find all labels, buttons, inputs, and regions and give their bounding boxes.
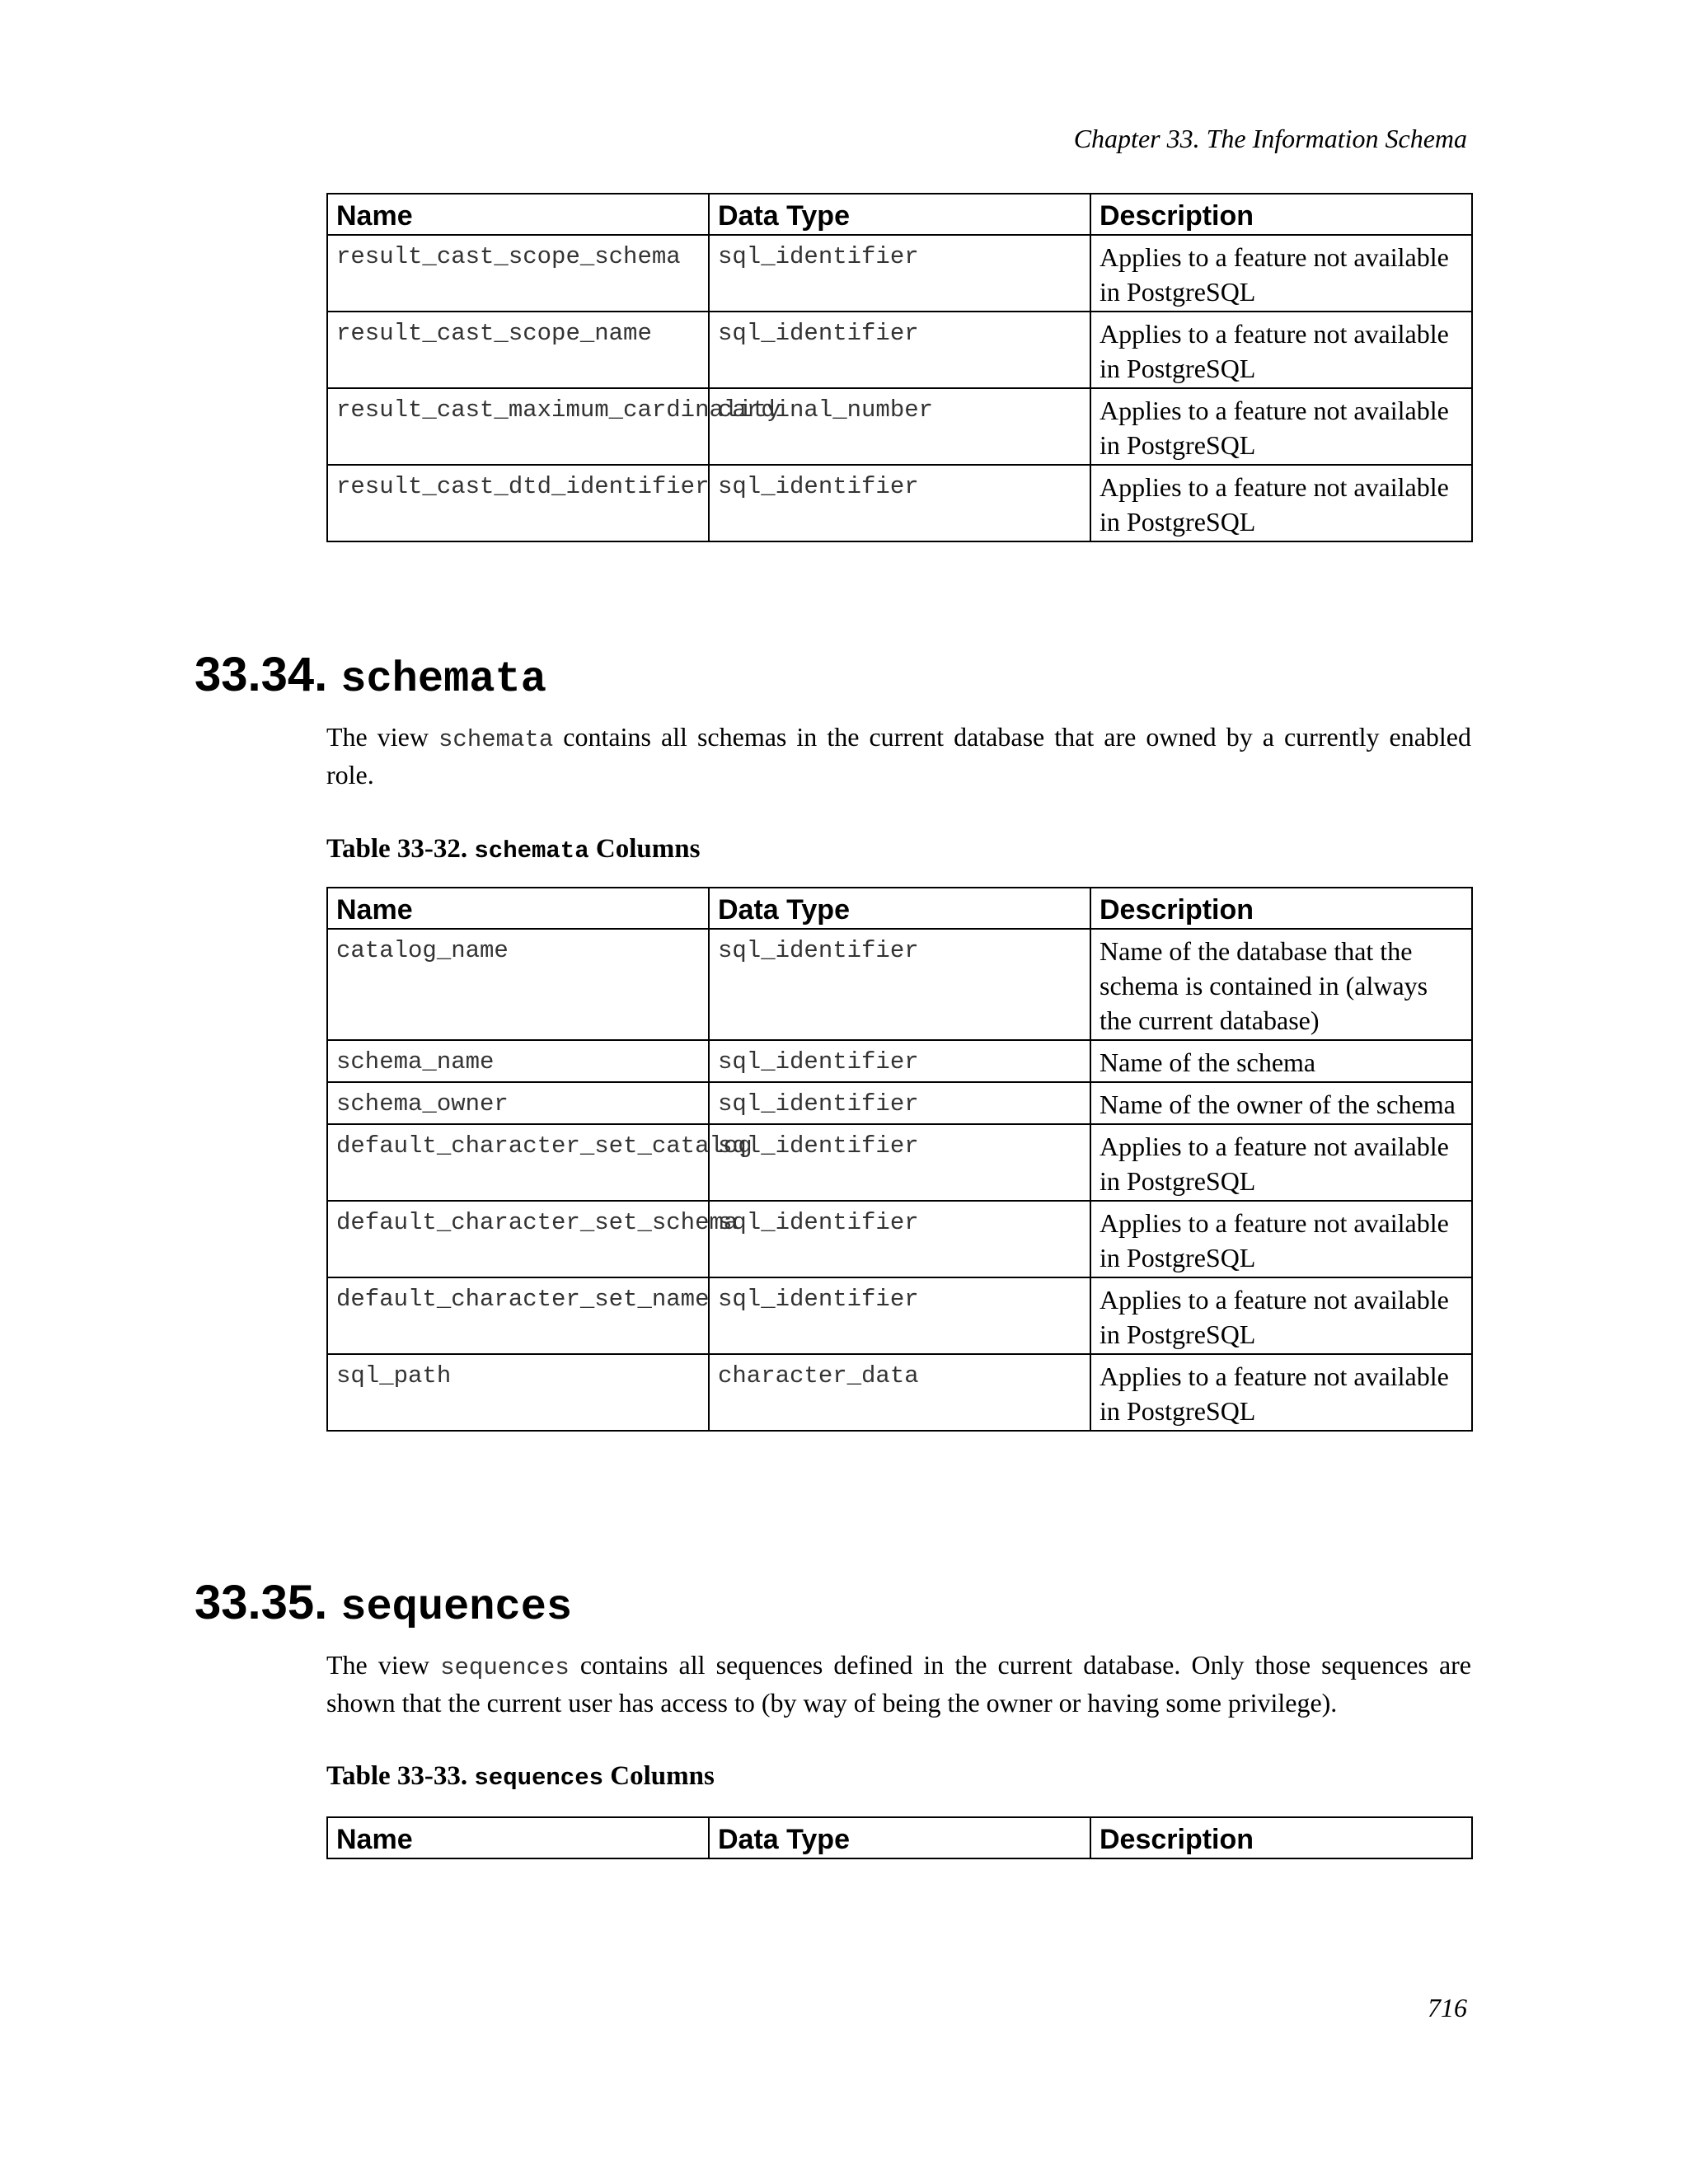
caption-code: schemata [474,837,589,865]
section-number: 33.35. [195,1576,328,1629]
table-header-row [327,888,1472,929]
column-name: catalog_name [327,929,709,1040]
column-name: result_cast_scope_schema [327,235,709,312]
caption-label: Table 33-33. [326,1761,475,1791]
table-row [327,1354,1472,1431]
caption-suffix: Columns [603,1761,715,1791]
table-row [327,929,1472,1040]
column-description: Applies to a feature not available in PostgreSQL [1090,1277,1472,1354]
table-row [327,388,1472,465]
column-name: result_cast_scope_name [327,312,709,388]
column-data-type: sql_identifier [709,1040,1090,1082]
table-row [327,1040,1472,1082]
column-name: default_character_set_name [327,1277,709,1354]
column-description: Applies to a feature not available in PostgreSQL [1090,388,1472,465]
section-number: 33.34. [195,648,328,701]
section-heading-schemata [195,648,546,704]
paragraph-text: contains all sequences defined in the current database. Only those sequences are shown that the current user has access to (by way of being the owner or having some privilege). [326,1650,1472,1718]
column-name: schema_owner [327,1082,709,1124]
table-row [327,1082,1472,1124]
column-description: Applies to a feature not available in PostgreSQL [1090,465,1472,541]
paragraph-text: contains all schemas in the current database that are owned by a currently enabled role. [326,722,1472,790]
header-name: Name [327,194,709,235]
header-description: Description [1090,1817,1472,1858]
column-description: Applies to a feature not available in PostgreSQL [1090,1124,1472,1201]
column-data-type: sql_identifier [709,1082,1090,1124]
column-name: result_cast_maximum_cardinality [327,388,709,465]
column-description: Applies to a feature not available in PostgreSQL [1090,1201,1472,1277]
column-data-type: sql_identifier [709,1201,1090,1277]
column-description: Name of the database that the schema is contained in (always the current database) [1090,929,1472,1040]
section-name: schemata [340,655,546,704]
header-data-type: Data Type [709,194,1090,235]
table-row [327,235,1472,312]
header-name: Name [327,1817,709,1858]
column-data-type: cardinal_number [709,388,1090,465]
table-row [327,1201,1472,1277]
column-data-type: sql_identifier [709,312,1090,388]
column-name: schema_name [327,1040,709,1082]
paragraph-text: The view [326,722,439,752]
column-description: Applies to a feature not available in PostgreSQL [1090,235,1472,312]
inline-code: sequences [440,1654,570,1681]
column-name: sql_path [327,1354,709,1431]
column-description: Applies to a feature not available in PostgreSQL [1090,1354,1472,1431]
section-paragraph-sequences [326,1647,1471,1721]
table-row [327,312,1472,388]
sequences-columns-table [326,1816,1473,1859]
table-header-row [327,194,1472,235]
column-name: result_cast_dtd_identifier [327,465,709,541]
header-description: Description [1090,888,1472,929]
caption-label: Table 33-32. [326,834,475,864]
header-name: Name [327,888,709,929]
header-data-type: Data Type [709,888,1090,929]
table-caption-schemata [326,836,700,863]
table-row [327,465,1472,541]
header-data-type: Data Type [709,1817,1090,1858]
column-data-type: sql_identifier [709,465,1090,541]
running-header: Chapter 33. The Information Schema [1073,124,1467,153]
column-description: Applies to a feature not available in PostgreSQL [1090,312,1472,388]
column-name: default_character_set_schema [327,1201,709,1277]
column-data-type: sql_identifier [709,1124,1090,1201]
header-description: Description [1090,194,1472,235]
schemata-columns-table [326,887,1473,1432]
table-header-row [327,1817,1472,1858]
column-description: Name of the schema [1090,1040,1472,1082]
column-data-type: sql_identifier [709,1277,1090,1354]
column-data-type: sql_identifier [709,929,1090,1040]
caption-suffix: Columns [588,834,701,864]
paragraph-text: The view [326,1650,441,1680]
table-row [327,1124,1472,1201]
inline-code: schemata [438,726,554,753]
column-name: default_character_set_catalog [327,1124,709,1201]
column-description: Name of the owner of the schema [1090,1082,1472,1124]
page-number: 716 [1428,1993,1467,2022]
section-paragraph-schemata [326,719,1471,793]
caption-code: sequences [474,1765,604,1792]
column-data-type: character_data [709,1354,1090,1431]
continued-columns-table [326,193,1473,542]
section-heading-sequences [195,1576,573,1632]
column-data-type: sql_identifier [709,235,1090,312]
table-caption-sequences [326,1763,715,1790]
table-row [327,1277,1472,1354]
section-name: sequences [340,1583,573,1632]
